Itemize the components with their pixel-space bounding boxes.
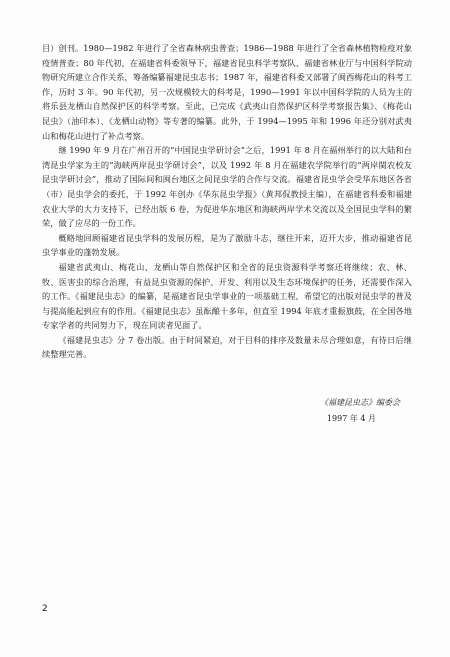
signature-block bbox=[250, 395, 400, 427]
paragraph-3: 概略地回顾福建省昆虫学科的发展历程，是为了激励斗志，继往开来，迈开大步，推动福建省昆虫学事业的蓬勃发展。 bbox=[42, 232, 412, 258]
page-number: 2 bbox=[42, 604, 48, 614]
paragraph-5: 《福建昆虫志》分 7 卷出版。由于时间紧迫，对于目科的排序及数量未尽合理如意，有待日后继续整理完善。 bbox=[42, 334, 412, 360]
paragraph-2: 继 1990 年 9 月在广州召开的“中国昆虫学研讨会”之后，1991 年 8 月在福州举行的以大陆和台湾昆虫学家为主的“海峡两岸昆虫学研讨会”，以及 1992 年 8 月在福建农学院举行的“两岸閩农校友昆虫学研讨会”，推动了国际间和闽台地区之间昆虫学的合作与交流。福建省昆虫学会受华东地区各省（市）昆虫学会的委托，于 1992 年创办《华东昆虫学报》（黄邦侃教授主编），在福建省科委和福建农业大学的大力支持下，已经出版 6 卷，为促进华东地区和海峡两岸学术交流以及全国昆虫学科的繁荣，做了应尽的一份工作。 bbox=[42, 145, 412, 229]
paragraph-1: 目）创刊。1980—1982 年进行了全省森林病虫普查；1986—1988 年进行了全省森林植物检疫对象疫情普查；80 年代初，在福建省科委领导下，福建省昆虫科学考察队、福建省林业厅与中国科学院动物研究所建立合作关系，筹备编纂福建昆虫志书；1987 年，福建省科委又部署了闽西梅花山的科考工作，历时 3 年。90 年代初，另一次规模较大的科考是，1990—1991 年以中国科学院的人员为主的将乐县龙栖山自然保护区的科学考察。至此，已完成《武夷山自然保护区科学考察报告集》、《梅花山昆虫》（油印本）、《龙栖山动物》等专著的编纂。此外，于 1994—1995 年和 1996 年还分别对武夷山和梅花山进行了补点考察。 bbox=[42, 43, 412, 141]
signature-date: 1997 年 4 月 bbox=[326, 414, 376, 423]
paragraph-4: 福建省武夷山、梅花山、龙栖山等自然保护区和全省的昆虫资源科学考察还将继续；农、林、牧、医害虫的综合治理，有益昆虫资源的保护、开发、利用以及生态环境保护的任务，还需要作深入的工作。《福建昆虫志》的编纂，是福建省昆虫学事业的一项基础工程，希望它的出版对昆虫学的普及与提高能起到应有的作用。《福建昆虫志》虽酝酿十多年，但直至 1994 年底才重振旗鼓，在全国各地专家学者的共同努力下，现在同读者见面了。 bbox=[42, 261, 412, 331]
body-text bbox=[42, 41, 412, 362]
signature-organization: 《福建昆虫志》编委会 bbox=[320, 398, 400, 407]
